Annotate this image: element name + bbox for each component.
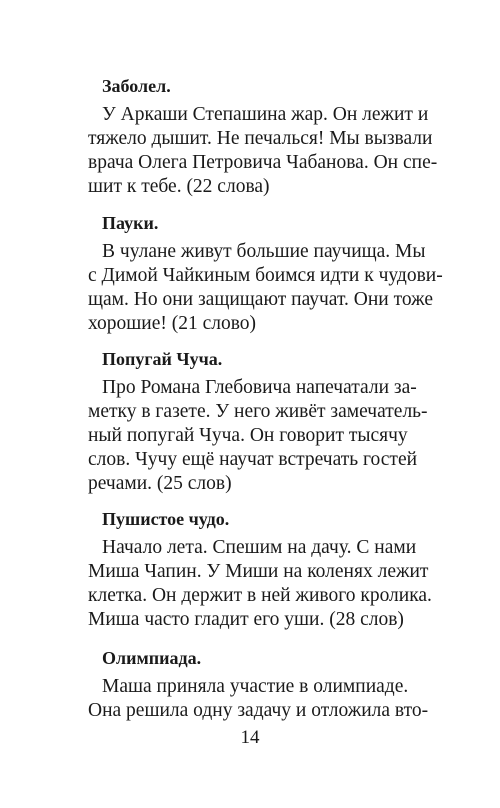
text-line: хорошие! (21 слово) <box>88 313 257 334</box>
text-line: метку в газете. У него живёт замечатель- <box>88 401 428 422</box>
text-line: У Аркаши Степашина жар. Он лежит и <box>102 104 429 125</box>
text-section-zabolel <box>88 75 447 199</box>
section-body <box>88 240 447 336</box>
text-line: с Димой Чайкиным боимся идти к чудови- <box>88 265 443 286</box>
text-line: клетка. Он держит в ней живого кролика. <box>88 585 432 606</box>
section-title: Заболел. <box>102 76 171 96</box>
text-line: шит к тебе. (22 слова) <box>88 176 270 197</box>
section-body <box>88 536 447 632</box>
section-title: Попугай Чуча. <box>102 349 223 369</box>
text-line: Миша Чапин. У Миши на коленях лежит <box>88 561 429 582</box>
text-line: Про Романа Глебовича напечатали за- <box>102 377 417 398</box>
text-section-pauki <box>88 212 447 336</box>
section-body <box>88 103 447 199</box>
text-line: Она решила одну задачу и отложила вто- <box>88 700 429 721</box>
text-line: тяжело дышит. Не печалься! Мы вызвали <box>88 128 433 149</box>
section-title: Олимпиада. <box>102 648 202 668</box>
section-body <box>88 376 447 496</box>
section-title: Пушистое чудо. <box>102 509 230 529</box>
text-section-popugai-chucha <box>88 348 447 496</box>
text-line: слов. Чучу ещё научат встречать гостей <box>88 449 418 470</box>
section-title: Пауки. <box>102 213 159 233</box>
section-body <box>88 675 447 723</box>
text-line: В чулане живут большие паучища. Мы <box>102 241 426 262</box>
text-section-olimpiada <box>88 647 447 723</box>
page-number: 14 <box>240 727 260 748</box>
text-line: ный попугай Чуча. Он говорит тысячу <box>88 425 408 446</box>
text-line: Маша приняла участие в олимпиаде. <box>102 676 409 697</box>
text-line: врача Олега Петровича Чабанова. Он спе- <box>88 152 438 173</box>
text-line: щам. Но они защищают паучат. Они тоже <box>88 289 433 310</box>
text-section-pushistoe-chudo <box>88 508 447 632</box>
text-line: Начало лета. Спешим на дачу. С нами <box>102 537 417 558</box>
text-line: речами. (25 слов) <box>88 473 232 494</box>
text-line: Миша часто гладит его уши. (28 слов) <box>88 609 404 630</box>
